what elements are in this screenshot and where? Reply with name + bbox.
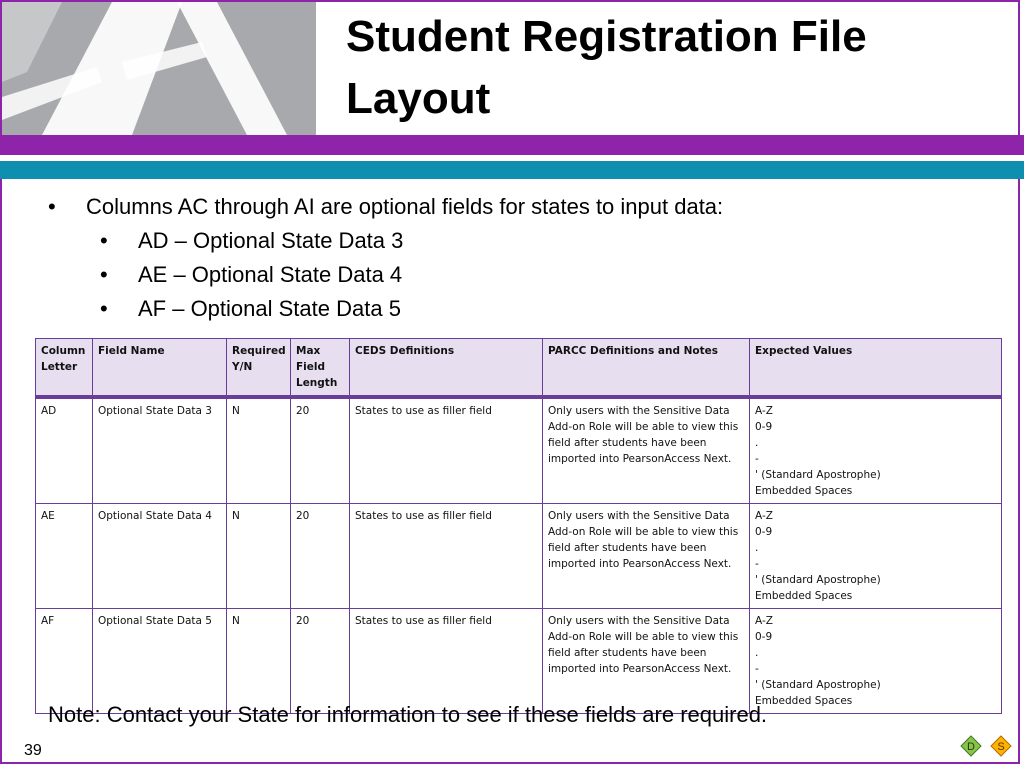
letter-a-logo-icon [2,2,316,135]
header-max-length: Max Field Length [291,339,350,398]
cell-parcc: Only users with the Sensitive Data Add-on Role will be able to view this field after students have been imported into PearsonAccess Next. [543,504,750,609]
header-ceds: CEDS Definitions [350,339,543,398]
header-required: Required Y/N [227,339,291,398]
table-row [36,609,1002,714]
cell-ceds: States to use as filler field [350,397,543,504]
table-row [36,504,1002,609]
bullet-text: AE – Optional State Data 4 [138,262,403,287]
cell-max-length: 20 [291,609,350,714]
header-band-teal [0,161,1024,179]
cell-ceds: States to use as filler field [350,609,543,714]
page-title: Student Registration File Layout [346,12,867,123]
cell-expected: A-Z 0-9 . - ' (Standard Apostrophe) Embedded Spaces [750,609,1002,714]
table-header-row [36,339,1002,398]
bullet-text: AD – Optional State Data 3 [138,228,404,253]
cell-field-name: Optional State Data 3 [93,397,227,504]
diamond-s-icon[interactable] [990,735,1012,757]
cell-letter: AD [36,397,93,504]
cell-expected: A-Z 0-9 . - ' (Standard Apostrophe) Embedded Spaces [750,504,1002,609]
header-column-letter: Column Letter [36,339,93,398]
header-field-name: Field Name [93,339,227,398]
cell-required: N [227,397,291,504]
cell-parcc: Only users with the Sensitive Data Add-on Role will be able to view this field after students have been imported into PearsonAccess Next. [543,397,750,504]
bullet-dot-icon: • [100,228,108,253]
bullet-text: AF – Optional State Data 5 [138,296,401,321]
footnote: Note: Contact your State for information to see if these fields are required. [48,702,768,727]
cell-required: N [227,504,291,609]
cell-ceds: States to use as filler field [350,504,543,609]
diamond-d-icon[interactable] [960,735,982,757]
cell-field-name: Optional State Data 5 [93,609,227,714]
header-parcc: PARCC Definitions and Notes [543,339,750,398]
cell-field-name: Optional State Data 4 [93,504,227,609]
cell-letter: AF [36,609,93,714]
bullet-text: Columns AC through AI are optional fields for states to input data: [86,194,724,219]
file-layout-table [35,338,1002,714]
svg-text:S: S [997,741,1005,753]
bullet-dot-icon: • [48,194,56,219]
cell-parcc: Only users with the Sensitive Data Add-on Role will be able to view this field after students have been imported into PearsonAccess Next. [543,609,750,714]
bullet-dot-icon: • [100,296,108,321]
cell-required: N [227,609,291,714]
table-row [36,397,1002,504]
cell-max-length: 20 [291,504,350,609]
cell-expected: A-Z 0-9 . - ' (Standard Apostrophe) Embedded Spaces [750,397,1002,504]
cell-letter: AE [36,504,93,609]
bullet-dot-icon: • [100,262,108,287]
cell-max-length: 20 [291,397,350,504]
svg-text:D: D [967,741,975,753]
header-band-purple [0,135,1024,155]
page-number: 39 [24,742,42,759]
header-expected: Expected Values [750,339,1002,398]
